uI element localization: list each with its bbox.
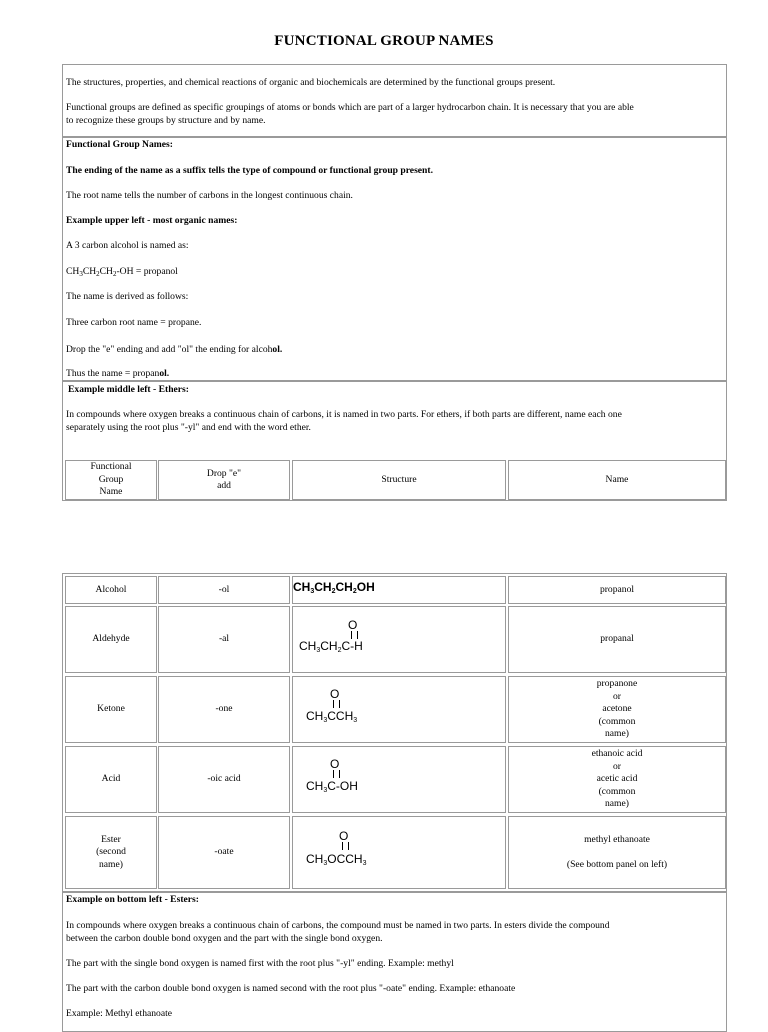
header-structure: Structure: [292, 460, 506, 500]
names-heading: Functional Group Names:: [66, 139, 173, 150]
header-drop-e: Drop "e" add: [158, 460, 290, 500]
thus-bold: ol.: [159, 368, 170, 379]
table-row-ketone-name: propanone or acetone (common name): [508, 676, 726, 743]
table-row-ketone-group: Ketone: [65, 676, 157, 743]
drop-e-text: [66, 343, 282, 356]
suffix-rule: The ending of the name as a suffix tells the type of compound or functional group present.: [66, 165, 433, 176]
propanol-formula: $CH_3CH_2CH_2-OH$ = propanol: [66, 266, 178, 278]
esters-double-bond-rule: The part with the carbon double bond oxygen is named second with the root plus "-oate" ending. Example: ethanoate: [66, 983, 516, 994]
alcohol-intro: A 3 carbon alcohol is named as:: [66, 240, 189, 251]
acid-structure: $CH_3C-OH$: [306, 779, 358, 794]
table-row-alcohol-name: propanol: [508, 576, 726, 604]
esters-example: Example: Methyl ethanoate: [66, 1008, 173, 1019]
table-row-ester-suffix: -oate: [158, 816, 290, 889]
ketone-structure: $CH_3CCH_3$: [306, 709, 358, 724]
alcohol-structure: $CH_3CH_2CH_2OH$: [293, 580, 375, 596]
ethers-line-1: In compounds where oxygen breaks a continuous chain of carbons, it is named in two parts. For ethers, if both parts are different, name each one: [66, 409, 622, 420]
acid-double-bond: [333, 770, 340, 778]
acid-oxygen: O: [330, 757, 340, 771]
page-title: FUNCTIONAL GROUP NAMES: [274, 33, 494, 49]
intro-paragraph-1: The structures, properties, and chemical reactions of organic and biochemicals are determined by the functional groups present.: [66, 77, 556, 88]
header-functional-group: Functional Group Name: [65, 460, 157, 500]
table-row-ketone-suffix: -one: [158, 676, 290, 743]
ethers-line-2: separately using the root plus "-yl" and end with the word ether.: [66, 422, 311, 433]
thus-name-text: [66, 367, 169, 380]
aldehyde-structure: $CH_3CH_2C-H$: [299, 639, 363, 654]
root-name-text: Three carbon root name = propane.: [66, 317, 202, 328]
esters-line-2: between the carbon double bond oxygen and the part with the single bond oxygen.: [66, 933, 383, 944]
table-row-alcohol-group: Alcohol: [65, 576, 157, 604]
esters-single-bond-rule: The part with the single bond oxygen is named first with the root plus "-yl" ending. Example: methyl: [66, 958, 454, 969]
ketone-oxygen: O: [330, 687, 340, 701]
esters-line-1: In compounds where oxygen breaks a continuous chain of carbons, the compound must be named in two parts. In esters divide the compound: [66, 920, 610, 931]
ester-structure: $CH_3OCCH_3$: [306, 852, 367, 867]
table-row-acid-name: ethanoic acid or acetic acid (common name): [508, 746, 726, 813]
aldehyde-double-bond: [351, 631, 358, 639]
table-row-acid-suffix: -oic acid: [158, 746, 290, 813]
table-row-aldehyde-name: propanal: [508, 606, 726, 673]
table-row-aldehyde-group: Aldehyde: [65, 606, 157, 673]
drop-e-bold: ol.: [272, 344, 283, 355]
table-row-alcohol-structure: [292, 576, 506, 604]
table-row-acid-group: Acid: [65, 746, 157, 813]
derived-text: The name is derived as follows:: [66, 291, 189, 302]
table-row-aldehyde-suffix: -al: [158, 606, 290, 673]
ketone-double-bond: [333, 700, 340, 708]
drop-e-plain: Drop the "e" ending and add "ol" the ending for alcoh: [66, 344, 273, 355]
aldehyde-oxygen: O: [348, 618, 358, 632]
table-row-ester-name: methyl ethanoate (See bottom panel on left): [508, 816, 726, 889]
ethers-heading: Example middle left - Ethers:: [68, 384, 189, 395]
example-heading: Example upper left - most organic names:: [66, 215, 238, 226]
intro-paragraph-2-line-1: Functional groups are defined as specific groupings of atoms or bonds which are part of a larger hydrocarbon chain. It is necessary that you are able: [66, 102, 634, 113]
table-row-alcohol-suffix: -ol: [158, 576, 290, 604]
formula-text: -OH = propanol: [116, 266, 178, 277]
thus-plain: Thus the name = propan: [66, 368, 160, 379]
ester-oxygen: O: [339, 829, 349, 843]
esters-heading: Example on bottom left - Esters:: [66, 894, 199, 905]
intro-paragraph-2-line-2: to recognize these groups by structure and by name.: [66, 115, 266, 126]
table-row-ester-group: Ester (second name): [65, 816, 157, 889]
header-name: Name: [508, 460, 726, 500]
ester-double-bond: [342, 842, 349, 850]
root-rule: The root name tells the number of carbons in the longest continuous chain.: [66, 190, 353, 201]
